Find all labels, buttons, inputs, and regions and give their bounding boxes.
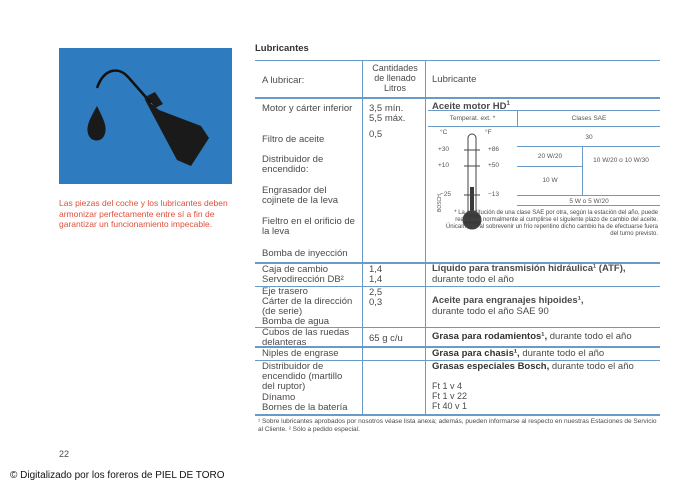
sae-rule-d [517,166,582,167]
lubricant-rodamientos [432,331,632,342]
item-fieltro: Fieltro en el orificio de la leva [262,216,355,237]
thermo-f-50: +50 [488,162,500,169]
item-caja-cambio: Caja de cambio [262,264,329,275]
oil-tube-icon [59,48,232,184]
sae-5w: 5 W o 5 W/20 [569,198,609,205]
thermo-rule-v [517,110,518,126]
header-lubricante: Lubricante [432,74,477,85]
item-distribuidor: Distribuidor de encendido: [262,154,324,175]
qty-motor-min: 3,5 mín. [369,103,404,114]
code-ft40v1: Ft 40 v 1 [432,401,468,411]
item-filtro: Filtro de aceite [262,134,325,145]
lubricant-aceite-motor-label: Aceite motor HD [432,101,507,113]
lubricant-atf-note: durante todo el año [432,274,514,285]
col-rule-2 [425,60,426,414]
rule-top [255,60,660,61]
item-servodireccion: Servodirección DB² [262,274,344,285]
bosch-label: BOSCH [437,194,443,212]
code-ft1v22: Ft 1 v 22 [432,391,468,401]
lubricant-bosch [432,361,634,372]
thermo-rule-1 [428,110,660,111]
thermo-unit-f: °F [485,129,492,136]
qty-motor-max: 5,5 máx. [369,113,406,124]
lubricant-chasis-bold: Grasa para chasis¹, [432,348,520,359]
header-a-lubricar: A lubricar: [262,75,305,86]
page-footnote: ¹ Sobre lubricantes aprobados por nosotros véase lista anexa; además, pueden informarse al respecto en nuestras Estaciones de Servicio al Cliente. ² Sólo a pedido especial. [258,418,657,433]
lubricant-bosch-bold: Grasas especiales Bosch, [432,361,550,372]
sae-10w20-10w30: 10 W/20 o 10 W/30 [593,157,649,164]
lubricant-rodamientos-bold: Grasa para rodamientos¹, [432,331,548,342]
credit-text: © Digitalizado por los foreros de PIEL DE TORO [10,470,225,481]
qty-carter-direccion: 0,3 [369,297,383,308]
item-distribuidor-ruptor: Distribuidor de encendido (martillo del ruptor) [262,361,343,392]
qty-filtro: 0,5 [369,129,383,140]
qty-cubos: 65 g c/u [369,333,403,344]
lubricant-chasis-note: durante todo el año [522,348,605,359]
sae-10w: 10 W [542,177,558,184]
item-engrasador: Engrasador del cojinete de la leva [262,185,339,206]
item-bomba-agua: Bomba de agua [262,316,330,327]
header-cantidades: Cantidades de llenado Litros [372,63,418,93]
code-ft1v4: Ft 1 v 4 [432,381,463,391]
sae-30: 30 [585,134,593,141]
item-niples: Niples de engrase [262,348,339,359]
rule-bottom [255,414,660,416]
illustration-panel [59,48,232,184]
thermo-c-25: −25 [440,191,452,198]
item-bomba-inyeccion: Bomba de inyección [262,248,348,259]
rule-g2 [255,286,660,287]
thermo-f-13: −13 [488,191,500,198]
sae-rule-b [517,195,660,196]
thermo-c-10: +10 [438,162,450,169]
col-rule-1 [362,60,363,414]
lubricant-bosch-note: durante todo el año [551,361,634,372]
thermo-c-30: +30 [438,146,450,153]
thermo-rule-2 [428,126,660,127]
item-cubos: Cubos de las ruedas delanteras [262,327,350,348]
qty-caja-cambio: 1,4 [369,264,383,275]
thermo-head-sae: Clases SAE [571,115,607,122]
page-number: 22 [59,449,70,459]
thermo-unit-c: °C [440,129,448,136]
sae-rule-mid [582,146,583,195]
item-motor: Motor y cárter inferior [262,103,353,114]
item-dinamo: Dínamo [262,392,296,403]
section-title: Lubricantes [255,43,309,54]
item-carter-direccion: Cárter de la dirección (de serie) [262,296,353,317]
qty-eje-trasero: 2,5 [369,287,383,298]
sae-20w20: 20 W/20 [537,153,563,160]
lubricant-atf: Líquido para transmisión hidráulica¹ (ATF), [432,263,626,274]
caption-text: Las piezas del coche y los lubricantes deben armonizar perfectamente entre sí a fin de garantizar un funcionamiento impecable. [59,198,228,229]
thermo-footnote: * La sustitución de una clase SAE por otra, según la estación del año, puede realizarse normalmente al cumplirse el siguiente plazo de cambio del aceite. Únicamente al sobrevenir un frío repentino dicho cambio ha de efectuarse fuera del turno previsto. [445,210,658,237]
sae-rule-a [517,146,660,147]
lubricant-hipoides-note: durante todo el año SAE 90 [432,306,549,317]
item-eje-trasero: Eje trasero [262,286,308,297]
lubricant-aceite-motor-sup: 1 [506,101,510,107]
lubricant-rodamientos-note: durante todo el año [549,331,632,342]
qty-servodireccion: 1,4 [369,274,383,285]
lubricant-chasis [432,348,604,359]
thermo-f-86: +86 [488,146,500,153]
item-bornes: Bornes de la batería [262,402,348,413]
thermo-head-temp: Temperat. ext. * [449,115,496,122]
lubricant-hipoides: Aceite para engranajes hipoides¹, [432,295,584,306]
